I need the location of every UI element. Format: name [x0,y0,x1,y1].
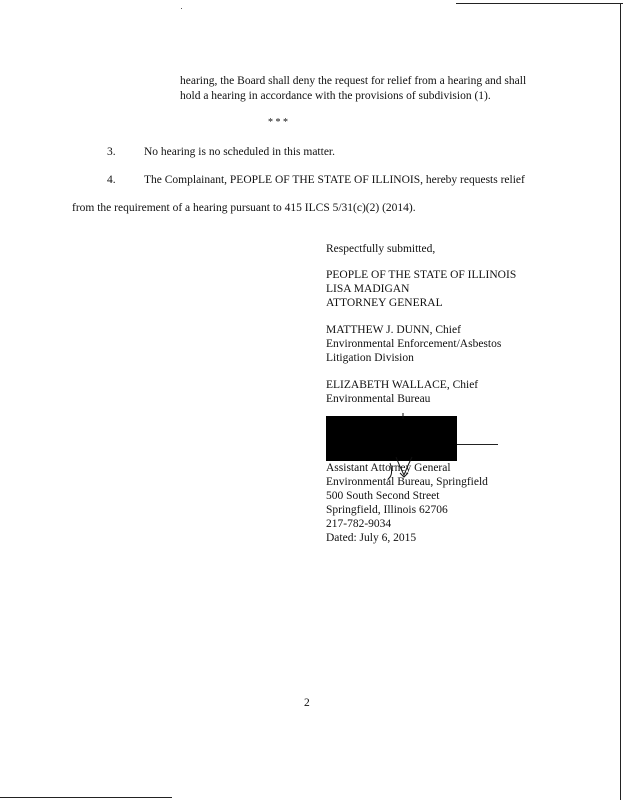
party-block [326,268,516,310]
scan-border-right [620,3,621,800]
bureau-line: ELIZABETH WALLACE, Chief [326,379,479,391]
signer-line: Springfield, Illinois 62706 [326,504,448,516]
bureau-line: Environmental Bureau [326,393,431,405]
scan-border-bottom [0,797,172,798]
bureau-block [326,378,478,406]
party-line: PEOPLE OF THE STATE OF ILLINOIS [326,269,517,281]
signer-line: Dated: July 6, 2015 [326,532,417,544]
item-4-number: 4. [107,174,116,186]
signature-scrawl [330,405,480,485]
quote-line-1: hearing, the Board shall deny the request for relief from a hearing and shall [180,75,527,87]
division-line: MATTHEW J. DUNN, Chief [326,324,461,336]
signer-line: 500 South Second Street [326,490,440,502]
signer-line: 217-782-9034 [326,518,392,530]
item-4-continuation: from the requirement of a hearing pursuant to 415 ILCS 5/31(c)(2) (2014). [72,202,416,214]
item-4-text: The Complainant, PEOPLE OF THE STATE OF ILLINOIS, hereby requests relief [144,174,525,186]
item-3-number: 3. [107,146,116,158]
division-line: Litigation Division [326,352,414,364]
scan-speck [181,8,182,9]
closing-line: Respectfully submitted, [326,243,436,255]
party-line: ATTORNEY GENERAL [326,297,443,309]
page-number: 2 [304,697,310,709]
division-line: Environmental Enforcement/Asbestos [326,338,502,350]
scan-border-top [456,3,623,4]
section-separator: * * * [268,117,288,128]
party-line: LISA MADIGAN [326,283,410,295]
division-block [326,323,501,365]
signer-line: Environmental Bureau, Springfield [326,476,488,488]
item-3-text: No hearing is no scheduled in this matter. [144,146,335,158]
signer-line: Assistant Attorney General [326,462,451,474]
quote-line-2: hold a hearing in accordance with the provisions of subdivision (1). [180,90,491,102]
